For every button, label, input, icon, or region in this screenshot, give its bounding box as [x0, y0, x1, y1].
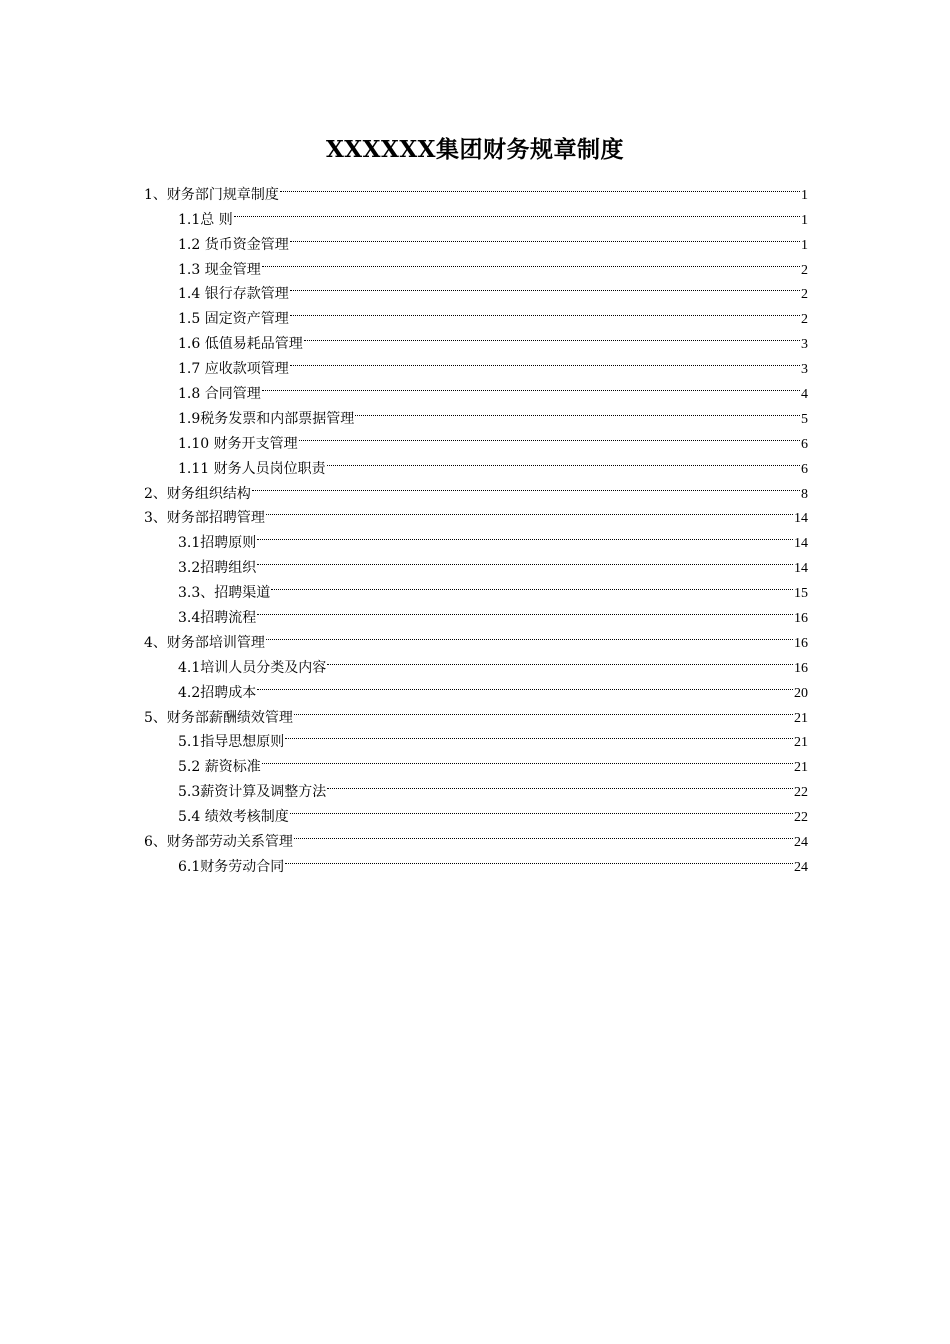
toc-entry-page-number: 22 — [794, 785, 808, 801]
toc-entry-page-number: 2 — [801, 312, 808, 328]
toc-entry-page-number: 1 — [801, 187, 808, 203]
toc-entry-title: 3.1招聘原则 — [178, 535, 257, 552]
toc-dot-leader — [261, 746, 794, 771]
toc-entry-title: 2、财务组织结构 — [144, 485, 251, 502]
toc-dot-leader — [289, 274, 801, 299]
toc-dot-leader — [298, 423, 801, 448]
toc-dot-leader — [233, 199, 801, 224]
toc-entry-page-number: 2 — [801, 287, 808, 303]
toc-entry-page-number: 3 — [801, 362, 808, 378]
toc-entry-page-number: 24 — [794, 859, 808, 875]
toc-entry-page-number: 5 — [801, 411, 808, 427]
toc-entry-page-number: 1 — [801, 237, 808, 253]
toc-entry-title: 4、财务部培训管理 — [144, 634, 265, 651]
toc-entry-page-number: 24 — [794, 835, 808, 851]
toc-entry-title: 5.4 绩效考核制度 — [178, 809, 289, 826]
toc-entry-page-number: 16 — [794, 660, 808, 676]
toc-entry-title: 1.7 应收款项管理 — [178, 361, 289, 378]
toc-entry-title: 6.1财务劳动合同 — [178, 858, 285, 875]
toc-entry-page-number: 6 — [801, 461, 808, 477]
toc-entry-title: 1.4 银行存款管理 — [178, 286, 289, 303]
toc-dot-leader — [279, 174, 801, 199]
toc-dot-leader — [326, 771, 794, 796]
toc-dot-leader — [256, 672, 794, 697]
toc-entry-title: 1.11 财务人员岗位职责 — [178, 460, 326, 477]
toc-dot-leader — [270, 572, 794, 597]
toc-entry-title: 1.6 低值易耗品管理 — [178, 336, 303, 353]
toc-entry-title: 1.2 货币资金管理 — [178, 236, 289, 253]
toc-entry-title: 1、财务部门规章制度 — [144, 186, 279, 203]
toc-entry-title: 1.5 固定资产管理 — [178, 311, 289, 328]
toc-entry-title: 1.1总 则 — [178, 211, 233, 228]
toc-entry[interactable] — [144, 224, 808, 253]
toc-dot-leader — [303, 323, 801, 348]
toc-dot-leader — [354, 398, 801, 423]
toc-entry-page-number: 3 — [801, 337, 808, 353]
toc-dot-leader — [293, 697, 794, 722]
toc-dot-leader — [265, 498, 794, 523]
toc-entry-title: 1.3 现金管理 — [178, 261, 261, 278]
toc-entry-title: 5.2 薪资标准 — [178, 759, 261, 776]
toc-entry-page-number: 6 — [801, 436, 808, 452]
toc-dot-leader — [251, 473, 801, 498]
toc-entry-page-number: 21 — [794, 735, 808, 751]
toc-dot-leader — [261, 249, 801, 274]
toc-dot-leader — [265, 622, 794, 647]
toc-dot-leader — [289, 224, 801, 249]
toc-dot-leader — [284, 846, 794, 871]
toc-entry-title: 6、财务部劳动关系管理 — [144, 834, 293, 851]
toc-entry-title: 1.8 合同管理 — [178, 386, 261, 403]
toc-dot-leader — [326, 448, 801, 473]
toc-entry-page-number: 20 — [794, 685, 808, 701]
toc-entry-title: 1.9税务发票和内部票据管理 — [178, 410, 355, 427]
toc-dot-leader — [284, 722, 794, 747]
toc-entry-page-number: 15 — [794, 586, 808, 602]
toc-entry-page-number: 14 — [794, 561, 808, 577]
toc-entry-page-number: 8 — [801, 486, 808, 502]
toc-entry-title: 4.1培训人员分类及内容 — [178, 659, 327, 676]
toc-entry-page-number: 16 — [794, 635, 808, 651]
toc-entry-title: 5、财务部薪酬绩效管理 — [144, 709, 293, 726]
toc-entry[interactable] — [144, 174, 808, 203]
toc-entry-title: 3、财务部招聘管理 — [144, 510, 265, 527]
toc-dot-leader — [293, 821, 794, 846]
toc-dot-leader — [289, 796, 794, 821]
toc-entry-title: 1.10 财务开支管理 — [178, 435, 298, 452]
table-of-contents — [144, 174, 808, 875]
toc-dot-leader — [289, 298, 801, 323]
toc-dot-leader — [289, 348, 801, 373]
toc-entry-page-number: 4 — [801, 387, 808, 403]
toc-dot-leader — [326, 647, 794, 672]
toc-entry-title: 5.3薪资计算及调整方法 — [178, 784, 327, 801]
toc-entry-page-number: 14 — [794, 511, 808, 527]
toc-dot-leader — [261, 373, 801, 398]
toc-entry-page-number: 22 — [794, 810, 808, 826]
toc-entry-page-number: 21 — [794, 760, 808, 776]
toc-entry-page-number: 1 — [801, 212, 808, 228]
toc-dot-leader — [256, 522, 794, 547]
toc-entry-page-number: 21 — [794, 710, 808, 726]
toc-entry-page-number: 16 — [794, 611, 808, 627]
toc-entry-page-number: 2 — [801, 262, 808, 278]
toc-entry-title: 3.2招聘组织 — [178, 560, 257, 577]
toc-dot-leader — [256, 547, 794, 572]
toc-entry[interactable] — [144, 199, 808, 228]
toc-entry-title: 3.3、招聘渠道 — [178, 585, 271, 602]
toc-entry-title: 5.1指导思想原则 — [178, 734, 285, 751]
toc-entry-page-number: 14 — [794, 536, 808, 552]
toc-dot-leader — [256, 597, 794, 622]
toc-entry-title: 3.4招聘流程 — [178, 610, 257, 627]
document-title: XXXXXX集团财务规章制度 — [325, 136, 625, 163]
toc-entry-title: 4.2招聘成本 — [178, 684, 257, 701]
